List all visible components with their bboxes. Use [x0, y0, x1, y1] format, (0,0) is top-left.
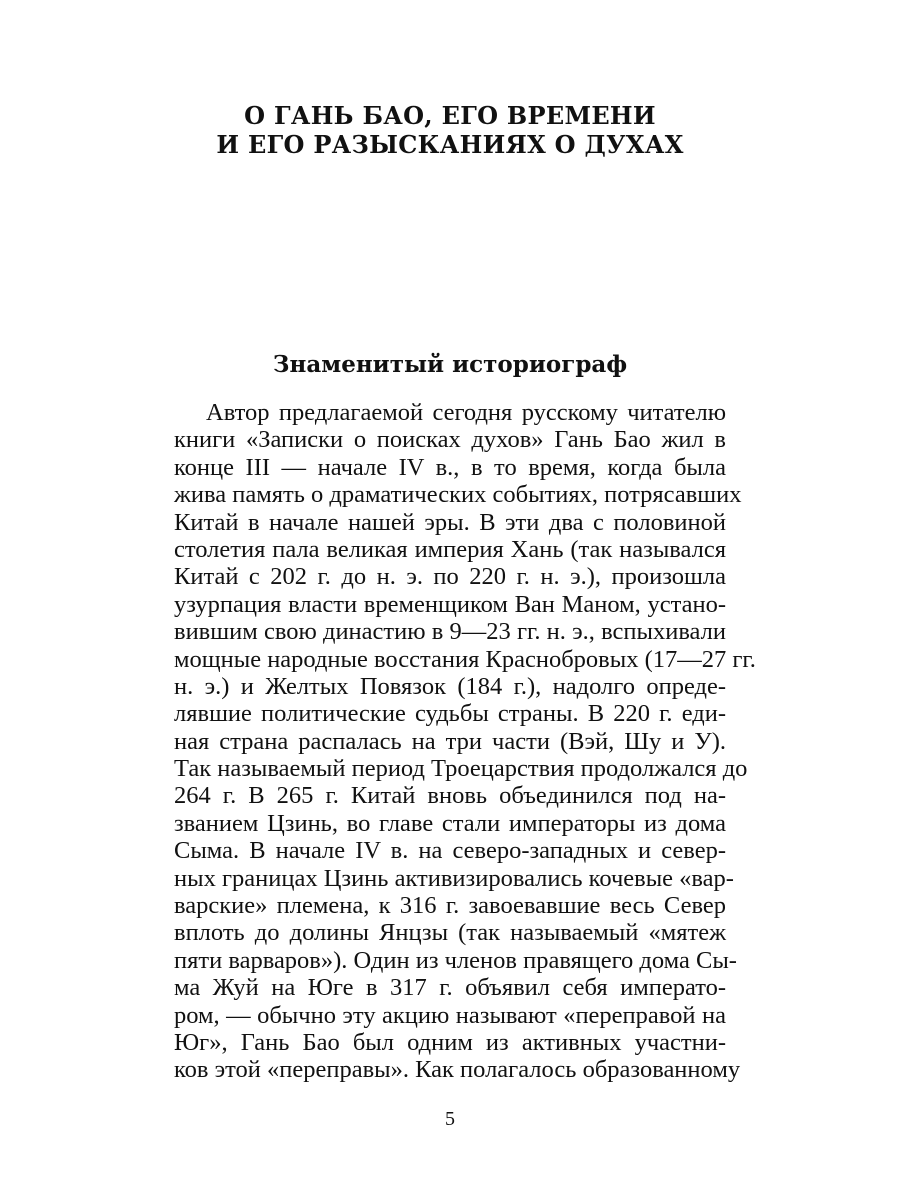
section-title: Знаменитый историограф: [272, 351, 628, 378]
text-line: столетия пала великая империя Хань (так назывался: [174, 535, 726, 563]
text-line: ма Жуй на Юге в 317 г. объявил себя императо-: [174, 974, 726, 1002]
text-line: званием Цзинь, во главе стали императоры из дома: [174, 809, 726, 837]
text-line: Сыма. В начале IV в. на северо-западных и север-: [174, 837, 726, 865]
text-line: ных границах Цзинь активизировались кочевые «вар-: [174, 864, 734, 892]
text-line: мощные народные восстания Краснобровых (17—27 гг.: [174, 645, 756, 673]
text-line: вившим свою династию в 9—23 гг. н. э., вспыхивали: [174, 618, 726, 646]
text-line: Автор предлагаемой сегодня русскому читателю: [206, 399, 726, 426]
text-line: Так называемый период Троецарствия продолжался до: [174, 755, 748, 783]
text-line: узурпация власти временщиком Ван Маном, устано-: [174, 590, 726, 618]
body-paragraph: [174, 399, 756, 1084]
text-line: 264 г. В 265 г. Китай вновь объединился под на-: [174, 782, 726, 810]
text-line: ная страна распалась на три части (Вэй, Шу и У).: [174, 727, 726, 755]
text-line: н. э.) и Желтых Повязок (184 г.), надолго опреде-: [174, 672, 726, 700]
chapter-title-line-1: О ГАНЬ БАО, ЕГО ВРЕМЕНИ: [244, 101, 656, 130]
text-line: Юг», Гань Бао был одним из активных участни-: [174, 1028, 726, 1056]
text-line: книги «Записки о поисках духов» Гань Бао жил в: [174, 426, 726, 454]
text-line: пяти варваров»). Один из членов правящего дома Сы-: [174, 946, 737, 974]
text-line: жива память о драматических событиях, потрясавших: [174, 481, 742, 509]
text-line: вплоть до долины Янцзы (так называемый «мятеж: [174, 919, 726, 947]
chapter-title: [0, 101, 900, 159]
text-line: варские» племена, к 316 г. завоевавшие весь Север: [174, 892, 726, 920]
text-line: конце III — начале IV в., в то время, когда была: [174, 453, 726, 481]
text-line: Китай с 202 г. до н. э. по 220 г. н. э.), произошла: [174, 563, 726, 591]
page-number: 5: [445, 1108, 455, 1130]
chapter-title-line-2: И ЕГО РАЗЫСКАНИЯХ О ДУХАХ: [216, 130, 684, 159]
text-line: ром, — обычно эту акцию называют «переправой на: [174, 1001, 726, 1029]
text-line: ков этой «переправы». Как полагалось образованному: [174, 1056, 741, 1084]
text-line: лявшие политические судьбы страны. В 220 г. еди-: [174, 700, 726, 728]
text-line: Китай в начале нашей эры. В эти два с половиной: [174, 508, 726, 536]
